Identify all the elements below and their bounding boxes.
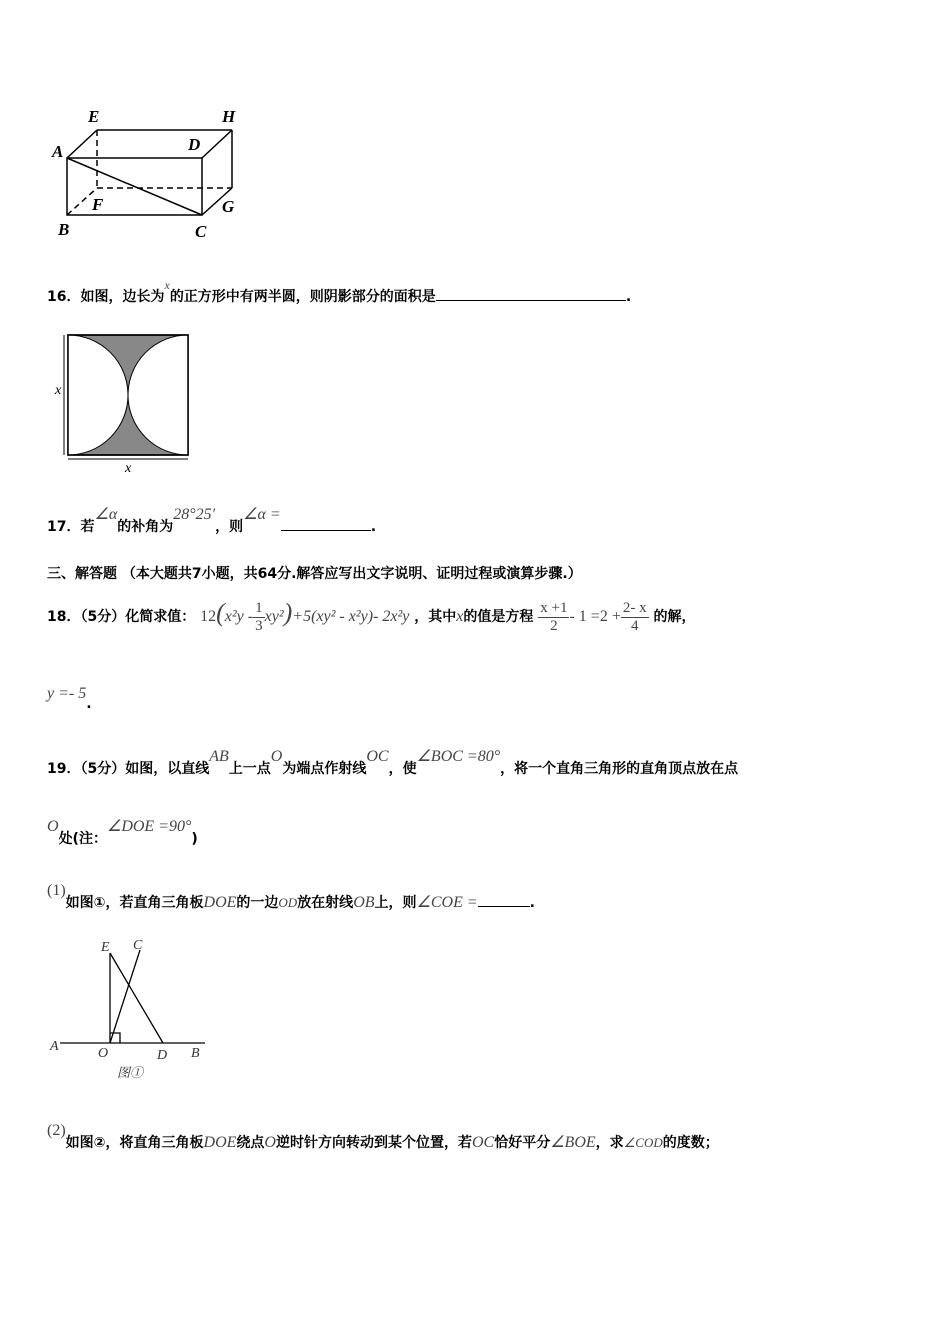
period: . [625,289,632,305]
p1-text4: 上，则 [374,895,417,911]
answer-blank[interactable] [478,906,530,907]
p2-text6: 的度数； [662,1135,719,1151]
q19-text5: ，将一个直角三角形的直角顶点放在点 [500,761,739,777]
angle-value: 28°25′ [173,506,216,523]
triangle-doe: DOE [203,894,237,911]
p2-text2: 绕点 [236,1135,265,1151]
label-d: D [157,1048,168,1063]
y-value-line [47,685,92,712]
angle-alpha: ∠α [94,506,118,523]
label-o: O [98,1046,109,1061]
frac-num: 1 [255,599,263,616]
eq-mid: - 1 =2 + [569,608,621,625]
angle-coe: ∠COE = [416,894,478,911]
label-h: H [222,107,236,126]
y-value: y =- 5 [47,685,87,702]
label-a: A [50,1039,59,1054]
label-g: G [222,197,235,216]
answer-lhs: ∠α = [243,506,281,523]
q17-text3: ，则 [215,519,244,535]
eq-num1: x +1 [540,599,568,616]
expr-a: 12 [200,608,217,625]
q18-text2: ，其中 [414,609,457,625]
p2-text5: ，求 [595,1135,624,1151]
eq-den2: 4 [630,617,639,634]
q19-text: 19．（5分）如图，以直线 [47,761,210,777]
ray-ob: OB [353,894,375,911]
angle-boc: ∠BOC =80° [416,748,501,765]
note-text: 处(注： [58,831,107,847]
q17-text: 17．若 [47,519,95,535]
period: . [370,519,377,535]
label-d: D [188,135,201,154]
q17-text2: 的补角为 [117,519,174,535]
label-b: B [191,1046,200,1061]
point-o: O [47,818,59,835]
p1-text: 如图①，若直角三角板 [65,895,204,911]
q19-text4: ，使 [388,761,417,777]
point-o: O [264,1134,276,1151]
p2-text3: 逆时针方向转动到某个位置，若 [275,1135,472,1151]
question-19 [47,748,739,778]
point-o: O [270,748,283,765]
ray-oc: OC [471,1134,495,1151]
label-c: C [195,222,207,241]
label-e: E [101,940,110,955]
figure-caption: 图① [117,1065,144,1080]
q18-text3: 的值是方程 [463,609,534,625]
eq-num2: 2- x [622,599,647,616]
expr-b: x²y - [224,608,254,625]
q18-text: 18．（5分）化简求值： [47,609,196,625]
angle-boe: ∠BOE [550,1134,596,1151]
angle-cod: ∠COD [623,1135,663,1150]
expr-d: +5(xy² - x²y)- 2x²y [292,608,410,625]
question-17 [47,506,377,536]
side-od: OD [278,895,298,910]
bottom-label: x [125,461,132,475]
q16-text2: 的正方形中有两半圆，则阴影部分的面积是 [169,289,436,305]
q19-text3: 为端点作射线 [282,761,367,777]
q19-text2: 上一点 [228,761,271,777]
triangle-doe: DOE [203,1134,237,1151]
expr-c: xy² [264,608,284,625]
p2-text: 如图②，将直角三角板 [65,1135,204,1151]
section-3-title: 三、解答题 （本大题共7小题，共64分.解答应写出文字说明、证明过程或演算步骤.） [47,566,582,582]
ray-oc: OC [366,748,389,765]
q16-var: x [164,278,170,292]
figure-1 [45,935,215,1085]
period: . [86,696,92,712]
var-x: x [456,608,464,625]
cuboid-figure [40,100,260,245]
p2-text4: 恰好平分 [494,1135,551,1151]
square-semicircles-figure [50,330,200,475]
question-16 [47,278,632,306]
question-19-line2 [47,818,198,848]
question-19-part1 [47,882,535,912]
part-number: (2) [47,1122,66,1139]
label-e: E [88,107,100,126]
label-c: C [133,938,143,953]
line-ab: AB [209,748,229,765]
eq-den1: 2 [550,617,558,634]
p1-text2: 的一边 [236,895,279,911]
side-label: x [55,383,62,398]
angle-doe: ∠DOE =90° [106,818,192,835]
frac-den: 3 [255,617,263,634]
question-18: 18．（5分）化简求值： 12(x²y - $\frac{1}{3}$ xy²)+5(xy² - x²y)- 2x²y ，其中x的值是方程 $\frac{x +1}{2}$ - 1 =2 + $\frac{2- x}{4}$ 的解， [47,598,696,634]
question-19-part2 [47,1122,719,1152]
answer-blank[interactable] [436,300,626,301]
paren: ) [191,831,198,847]
part-number: (1) [47,882,66,899]
answer-blank[interactable] [281,530,371,531]
q18-end: 的解， [653,609,696,625]
q16-text: 16．如图，边长为 [47,289,165,305]
label-b: B [58,220,70,239]
p1-text3: 放在射线 [297,895,354,911]
label-f: F [92,195,104,214]
label-a: A [52,142,64,161]
period: . [529,895,535,911]
